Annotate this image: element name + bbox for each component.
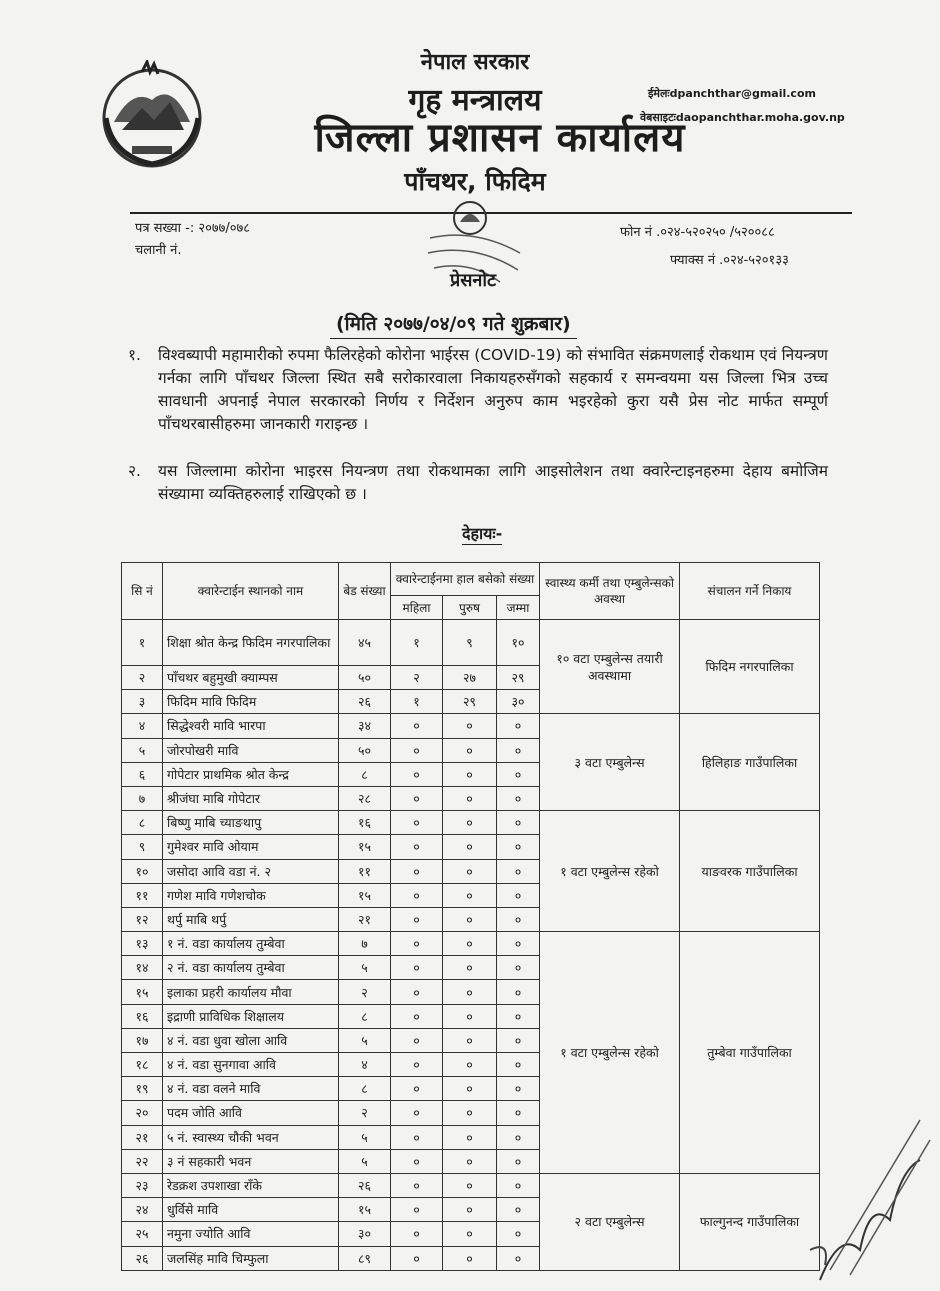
cell-male: ० [443,762,497,786]
cell-sn: २६ [122,1246,163,1270]
cell-name: जलसिंह मावि चिम्फुला [163,1246,339,1270]
cell-sn: १४ [122,956,163,980]
table-body [122,620,820,1271]
cell-beds: २६ [339,690,391,714]
paragraph-text: यस जिल्लामा कोरोना भाइरस नियन्त्रण तथा रोकथामका लागि आइसोलेशन तथा क्वारेन्टाइनहरुमा देहाय बमोजिम संख्यामा व्यक्तिहरुलाई राखिएको छ । [158,462,828,503]
cell-beds: ८९ [339,1246,391,1270]
cell-female: ० [391,1028,443,1052]
cell-sn: २० [122,1101,163,1125]
cell-male: ० [443,980,497,1004]
cell-total: ० [497,1173,540,1197]
cell-total: ० [497,1053,540,1077]
cell-sn: ४ [122,714,163,738]
quarantine-table [121,562,820,1271]
cell-male: ० [443,1101,497,1125]
cell-male: ० [443,1125,497,1149]
cell-beds: ५ [339,1149,391,1173]
ministry-name: गृह मन्त्रालय [408,83,542,118]
cell-total: ० [497,738,540,762]
cell-operator: फिदिम नगरपालिका [680,620,820,714]
cell-beds: ७ [339,932,391,956]
cell-female: ० [391,1053,443,1077]
government-name: नेपाल सरकार [420,50,530,75]
cell-name: ५ नं. स्वास्थ्य चौकी भवन [163,1125,339,1149]
cell-total: ० [497,956,540,980]
cell-female: ० [391,1101,443,1125]
office-name: जिल्ला प्रशासन कार्यालय [314,115,686,161]
cell-total: ० [497,1149,540,1173]
signature-icon [800,1080,940,1290]
cell-female: १ [391,690,443,714]
cell-male: ० [443,883,497,907]
cell-name: जोरपोखरी मावि [163,738,339,762]
header-female: महिला [391,596,443,620]
cell-male: २९ [443,690,497,714]
cell-sn: १२ [122,907,163,931]
cell-total: २९ [497,666,540,690]
cell-female: ० [391,738,443,762]
header-sn: सि नं [122,563,163,620]
cell-sn: २१ [122,1125,163,1149]
cell-sn: २२ [122,1149,163,1173]
cell-female: ० [391,1173,443,1197]
cell-sn: २३ [122,1173,163,1197]
header-male: पुरुष [443,596,497,620]
office-email: ईमेलःdpanchthar@gmail.com [648,87,816,100]
fax-number: फ्याक्स नं .०२४-५२०१३३ [670,253,789,268]
cell-sn: १० [122,859,163,883]
cell-operator: हिलिहाङ गाउँपालिका [680,714,820,811]
cell-beds: ४ [339,1053,391,1077]
cell-beds: २ [339,1101,391,1125]
cell-male: ० [443,932,497,956]
cell-beds: २८ [339,786,391,810]
cell-female: ० [391,1246,443,1270]
annex-heading: देहायः- [462,524,503,543]
cell-sn: ७ [122,786,163,810]
cell-total: ० [497,786,540,810]
cell-name: श्रीजंघा माबि गोपेटार [163,786,339,810]
table-row [122,811,820,835]
cell-male: ० [443,1053,497,1077]
cell-female: ० [391,1077,443,1101]
cell-beds: ८ [339,1004,391,1028]
cell-name: नमुना ज्योति आवि [163,1222,339,1246]
cell-name: इद्राणी प्राविधिक शिक्षालय [163,1004,339,1028]
cell-name: पदम जोति आवि [163,1101,339,1125]
cell-operator: फाल्गुनन्द गाउँपालिका [680,1173,820,1270]
cell-total: ० [497,714,540,738]
cell-female: ० [391,714,443,738]
cell-name: पाँचथर बहुमुखी क्याम्पस [163,666,339,690]
cell-beds: १५ [339,883,391,907]
cell-male: ० [443,738,497,762]
cell-total: ० [497,1101,540,1125]
cell-sn: ९ [122,835,163,859]
cell-total: ० [497,1077,540,1101]
cell-male: ० [443,1222,497,1246]
cell-male: ० [443,714,497,738]
cell-female: ० [391,1149,443,1173]
cell-beds: ४५ [339,620,391,666]
cell-sn: ५ [122,738,163,762]
cell-total: ० [497,762,540,786]
cell-sn: १ [122,620,163,666]
header-beds: बेड संख्या [339,563,391,620]
office-location: पाँचथर, फिदिम [404,167,546,196]
cell-name: ४ नं. वडा सुनगावा आवि [163,1053,339,1077]
cell-sn: २४ [122,1198,163,1222]
office-website: वेबसाइटःdaopanchthar.moha.gov.np [640,111,845,124]
cell-name: ३ नं सहकारी भवन [163,1149,339,1173]
phone-number: फोन नं .०२४-५२०२५० /५२००८८ [620,225,775,240]
cell-female: ० [391,956,443,980]
cell-sn: १९ [122,1077,163,1101]
cell-beds: १६ [339,811,391,835]
table-row [122,932,820,956]
cell-male: ० [443,1198,497,1222]
cell-female: ० [391,859,443,883]
cell-total: ० [497,1028,540,1052]
cell-name: २ नं. वडा कार्यालय तुम्बेवा [163,956,339,980]
cell-female: ० [391,1125,443,1149]
cell-total: ० [497,1198,540,1222]
cell-sn: ११ [122,883,163,907]
cell-female: ० [391,980,443,1004]
cell-female: ० [391,835,443,859]
cell-beds: ३० [339,1222,391,1246]
cell-beds: २ [339,980,391,1004]
cell-sn: १८ [122,1053,163,1077]
cell-total: ३० [497,690,540,714]
paragraph-2 [128,460,828,506]
cell-name: इलाका प्रहरी कार्यालय मौवा [163,980,339,1004]
cell-operator: याङवरक गाउँपालिका [680,811,820,932]
table-row [122,714,820,738]
cell-male: ९ [443,620,497,666]
cell-name: सिद्धेश्वरी मावि भारपा [163,714,339,738]
cell-male: ० [443,1149,497,1173]
cell-name: १ नं. वडा कार्यालय तुम्बेवा [163,932,339,956]
cell-female: ० [391,883,443,907]
table-row [122,1173,820,1197]
cell-beds: ११ [339,859,391,883]
cell-sn: १७ [122,1028,163,1052]
cell-name: ४ नं. वडा वलने मावि [163,1077,339,1101]
cell-health-status: १० वटा एम्बुलेन्स तयारी अवस्थामा [540,620,680,714]
cell-name: बिष्णु माबि च्याङथापु [163,811,339,835]
cell-male: ० [443,907,497,931]
nepal-emblem-icon [92,60,212,170]
cell-total: ० [497,1125,540,1149]
cell-total: ० [497,932,540,956]
cell-male: ० [443,859,497,883]
cell-name: गोपेटार प्राथमिक श्रोत केन्द्र [163,762,339,786]
cell-beds: ५ [339,956,391,980]
cell-sn: २५ [122,1222,163,1246]
cell-male: २७ [443,666,497,690]
cell-female: ० [391,932,443,956]
cell-sn: २ [122,666,163,690]
document-title: प्रेसनोट [450,270,497,291]
cell-sn: १३ [122,932,163,956]
header-health: स्वास्थ्य कर्मी तथा एम्बुलेन्सको अवस्था [540,563,680,620]
cell-total: ० [497,1246,540,1270]
cell-total: ० [497,835,540,859]
cell-total: ० [497,811,540,835]
cell-total: ० [497,1222,540,1246]
cell-female: ० [391,907,443,931]
cell-sn: ६ [122,762,163,786]
cell-sn: ३ [122,690,163,714]
cell-male: ० [443,1028,497,1052]
cell-health-status: २ वटा एम्बुलेन्स [540,1173,680,1270]
dispatch-number: चलानी नं. [135,243,182,258]
cell-female: ० [391,1198,443,1222]
cell-beds: ५० [339,666,391,690]
cell-operator: तुम्बेवा गाउँपालिका [680,932,820,1174]
header-operator: संचालन गर्ने निकाय [680,563,820,620]
cell-beds: १५ [339,1198,391,1222]
cell-total: ० [497,907,540,931]
cell-male: ० [443,1246,497,1270]
cell-name: जसोदा आवि वडा नं. २ [163,859,339,883]
header-current: क्वारेन्टाईनमा हाल बसेको संख्या [391,563,540,596]
cell-female: ० [391,1222,443,1246]
table-row [122,620,820,666]
cell-health-status: १ वटा एम्बुलेन्स रहेको [540,811,680,932]
cell-beds: ५ [339,1028,391,1052]
cell-beds: १५ [339,835,391,859]
cell-female: २ [391,666,443,690]
cell-male: ० [443,956,497,980]
cell-sn: ८ [122,811,163,835]
cell-female: १ [391,620,443,666]
cell-sn: १६ [122,1004,163,1028]
cell-name: रेडक्रश उपशाखा राँके [163,1173,339,1197]
paragraph-1 [128,344,828,436]
cell-name: फिदिम मावि फिदिम [163,690,339,714]
cell-beds: २६ [339,1173,391,1197]
cell-total: ० [497,1004,540,1028]
cell-name: थर्पु माबि थर्पु [163,907,339,931]
cell-male: ० [443,1077,497,1101]
cell-name: गुमेश्वर मावि ओयाम [163,835,339,859]
cell-name: शिक्षा श्रोत केन्द्र फिदिम नगरपालिका [163,620,339,666]
header-total: जम्मा [497,596,540,620]
cell-total: ० [497,883,540,907]
cell-total: ० [497,980,540,1004]
cell-male: ० [443,835,497,859]
cell-health-status: ३ वटा एम्बुलेन्स [540,714,680,811]
cell-total: १० [497,620,540,666]
date-line: (मिति २०७७/०४/०९ गते शुक्रबार) [330,310,577,339]
cell-name: धुर्विसे मावि [163,1198,339,1222]
cell-beds: २१ [339,907,391,931]
cell-male: ० [443,811,497,835]
cell-beds: ८ [339,762,391,786]
cell-total: ० [497,859,540,883]
cell-beds: ८ [339,1077,391,1101]
cell-female: ० [391,762,443,786]
cell-male: ० [443,1004,497,1028]
cell-name: गणेश मावि गणेशचोक [163,883,339,907]
reference-number: पत्र सख्या -: २०७७/०७८ [135,221,251,236]
header-name: क्वारेन्टाईन स्थानको नाम [163,563,339,620]
cell-beds: ५ [339,1125,391,1149]
cell-female: ० [391,811,443,835]
cell-health-status: १ वटा एम्बुलेन्स रहेको [540,932,680,1174]
cell-beds: ३४ [339,714,391,738]
cell-male: ० [443,1173,497,1197]
cell-female: ० [391,786,443,810]
cell-female: ० [391,1004,443,1028]
cell-beds: ५० [339,738,391,762]
paragraph-text: विश्वब्यापी महामारीको रुपमा फैलिरहेको कोरोना भाईरस (COVID-19) को संभावित संक्रमणलाई रोकथाम एवं नियन्त्रण गर्नका लागि पाँचथर जिल्ला स्थित सबै सरोकारवाला निकायहरुसँगको सहकार्य र समन्वयमा यस जिल्ला भित्र उच्च सावधानी अपनाई नेपाल सरकारको निर्णय र निर्देशन अनुरुप काम भइरहेको कुरा यसै प्रेस नोट मार्फत सम्पूर्ण पाँचथरबासीहरुमा जानकारी गराइन्छ । [158,346,828,433]
paragraph-number: २. [128,462,141,480]
cell-male: ० [443,786,497,810]
cell-name: ४ नं. वडा धुवा खोला आवि [163,1028,339,1052]
paragraph-number: १. [128,346,141,364]
cell-sn: १५ [122,980,163,1004]
